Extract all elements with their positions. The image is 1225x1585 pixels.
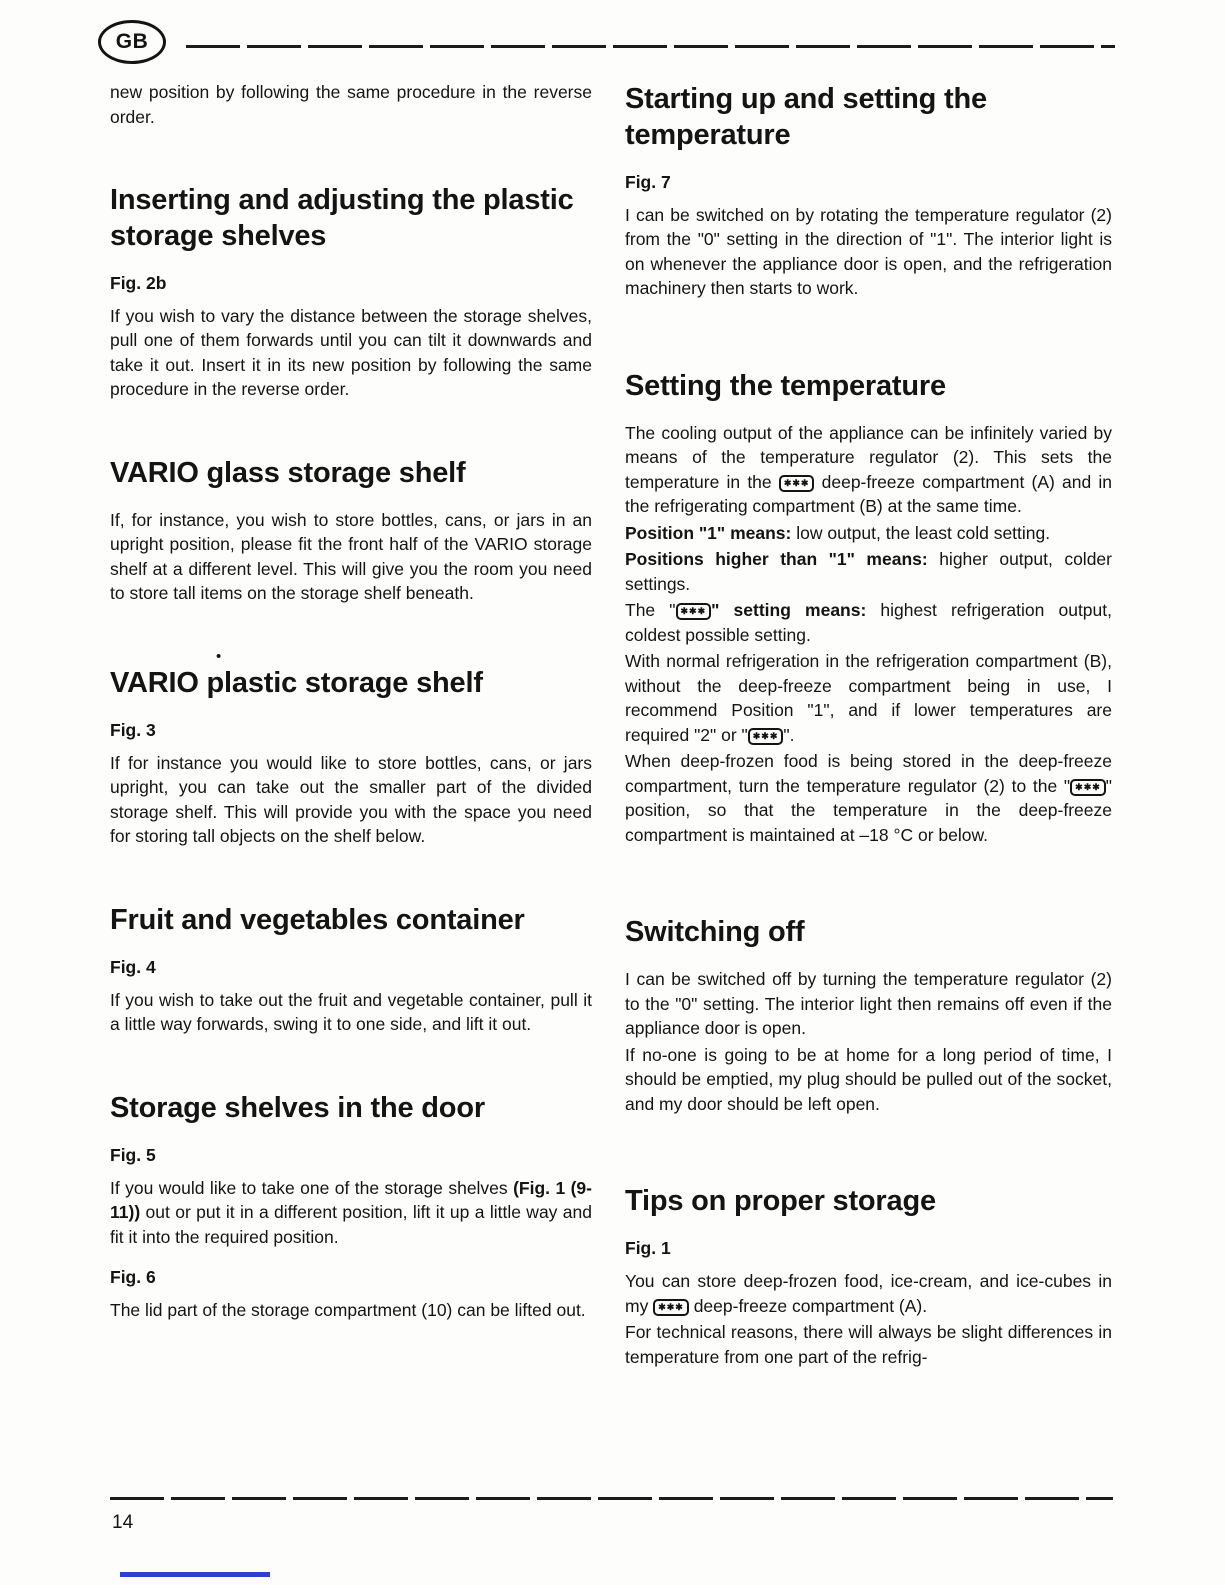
paragraph-text: deep-freeze compartment (A) and in the refrigerating compartment (B) at the same time. — [625, 471, 1112, 517]
paragraph-tips-storage-2: For technical reasons, there will always be slight differences in temperature from one part of the refrig- — [625, 1322, 1112, 1367]
figure-label-7: Fig. 7 — [625, 171, 671, 192]
paragraph-max-setting — [625, 598, 1112, 647]
freezer-symbol-icon: ✱✱✱ — [1070, 779, 1106, 796]
heading-fruit-vegetables-container: Fruit and vegetables container — [110, 903, 525, 936]
paragraph-text: " position, so that the temperature in the deep-freeze compartment is maintained at –18 °C or below. — [625, 775, 1112, 845]
heading-switching-off: Switching off — [625, 916, 805, 949]
paragraph-deep-frozen-food — [625, 749, 1112, 847]
paragraph-text: out or put it in a different position, lift it up a little way and fit it into the required position. — [110, 1202, 592, 1247]
paragraph-fruit-vegetables: If you wish to take out the fruit and vegetable container, pull it a little way forwards, swing it to one side, and lift it out. — [110, 989, 592, 1035]
paragraph-positions-higher — [625, 547, 1112, 596]
paragraph-vario-glass: If, for instance, you wish to store bottles, cans, or jars in an upright position, please fit the front half of the VARIO storage shelf at a different level. This will give you the room you need to store tall items on the storage shelf beneath. — [110, 509, 592, 604]
freezer-symbol-icon: ✱✱✱ — [653, 1299, 689, 1316]
page-number: 14 — [112, 1512, 134, 1533]
figure-label-6: Fig. 6 — [110, 1267, 156, 1288]
figure-label-3: Fig. 3 — [110, 719, 156, 740]
paragraph-text: The " — [625, 600, 676, 621]
figure-label-2b: Fig. 2b — [110, 272, 167, 293]
inline-bold-fig-ref: (Fig. 1 (9-11)) — [110, 1177, 592, 1223]
inline-bold-label: " setting means: — [711, 600, 867, 621]
figure-label-5: Fig. 5 — [110, 1144, 156, 1165]
paragraph-door-shelves — [110, 1176, 592, 1250]
paragraph-switching-off-1: I can be switched off by turning the temperature regulator (2) to the "0" setting. The interior light then remains off even if the appliance door is open. — [625, 969, 1112, 1039]
heading-vario-plastic-shelf: VARIO plastic storage shelf — [110, 666, 483, 699]
paragraph-text: low output, the least cold setting. — [791, 522, 1051, 543]
freezer-symbol-icon: ✱✱✱ — [748, 728, 784, 745]
figure-label-1: Fig. 1 — [625, 1238, 671, 1259]
paragraph-tips-storage-1 — [625, 1269, 1112, 1318]
continuation-paragraph: new position by following the same procedure in the reverse order. — [110, 82, 592, 127]
bottom-rule — [110, 1497, 1113, 1500]
heading-starting-up: Starting up and setting the temperature — [625, 83, 987, 151]
paragraph-inserting-shelves: If you wish to vary the distance between the storage shelves, pull one of them forwards until you can tilt it downwards and take it out. Insert it in its new position by following the same procedure in the reverse order. — [110, 305, 592, 400]
paragraph-text: With normal refrigeration in the refrigeration compartment (B), without the deep-freeze compartment being in use, I recommend Position "1", and if lower temperatures are required "2" or " — [625, 651, 1112, 745]
heading-setting-temperature: Setting the temperature — [625, 369, 946, 402]
freezer-symbol-icon: ✱✱✱ — [676, 603, 712, 620]
paragraph-text: You can store deep-frozen food, ice-cream, and ice-cubes in my — [625, 1271, 1112, 1316]
heading-storage-shelves-door: Storage shelves in the door — [110, 1091, 485, 1124]
language-badge — [98, 20, 166, 64]
paragraph-text: The cooling output of the appliance can be infinitely varied by means of the temperature regulator (2). This sets the temperature in the — [625, 422, 1112, 492]
figure-label-4: Fig. 4 — [110, 956, 156, 977]
paragraph-lid-part: The lid part of the storage compartment (10) can be lifted out. — [110, 1300, 586, 1321]
paragraph-starting-up: I can be switched on by rotating the temperature regulator (2) from the "0" setting in the direction of "1". The interior light is on whenever the appliance door is open, and the refrigeration machinery then starts to work. — [625, 204, 1112, 299]
right-column — [625, 80, 1112, 1371]
inline-bold-label: Position "1" means: — [625, 522, 792, 543]
paragraph-position-1 — [625, 521, 1112, 546]
inline-bold-label: Positions higher than "1" means: — [625, 549, 928, 570]
stray-dot-mark: • — [216, 647, 222, 665]
paragraph-text: deep-freeze compartment (A). — [688, 1295, 928, 1316]
paragraph-normal-refrigeration — [625, 649, 1112, 747]
top-rule — [186, 45, 1115, 48]
paragraph-cooling-output — [625, 421, 1112, 519]
paragraph-switching-off-2: If no-one is going to be at home for a long period of time, I should be emptied, my plug should be pulled out of the socket, and my door should be left open. — [625, 1044, 1112, 1114]
freezer-symbol-icon: ✱✱✱ — [779, 475, 815, 492]
paragraph-text: higher output, colder settings. — [625, 549, 1112, 594]
heading-tips-proper-storage: Tips on proper storage — [625, 1185, 936, 1218]
heading-inserting-adjusting-shelves: Inserting and adjusting the plastic storage shelves — [110, 184, 574, 252]
blue-underline-mark — [120, 1572, 270, 1577]
paragraph-vario-plastic: If for instance you would like to store bottles, cans, or jars upright, you can take out the smaller part of the divided storage shelf. This will provide you with the space you need for storing tall objects on the shelf below. — [110, 752, 592, 847]
language-badge-label: GB — [115, 30, 149, 53]
paragraph-text: highest refrigeration output, coldest possible setting. — [625, 600, 1112, 645]
left-column — [110, 80, 592, 1325]
paragraph-text: When deep-frozen food is being stored in the deep-freeze compartment, turn the temperature regulator (2) to the " — [625, 751, 1112, 796]
paragraph-text: If you would like to take one of the storage shelves — [110, 1177, 514, 1198]
paragraph-text: ". — [783, 724, 795, 745]
heading-vario-glass-shelf: VARIO glass storage shelf — [110, 456, 466, 489]
